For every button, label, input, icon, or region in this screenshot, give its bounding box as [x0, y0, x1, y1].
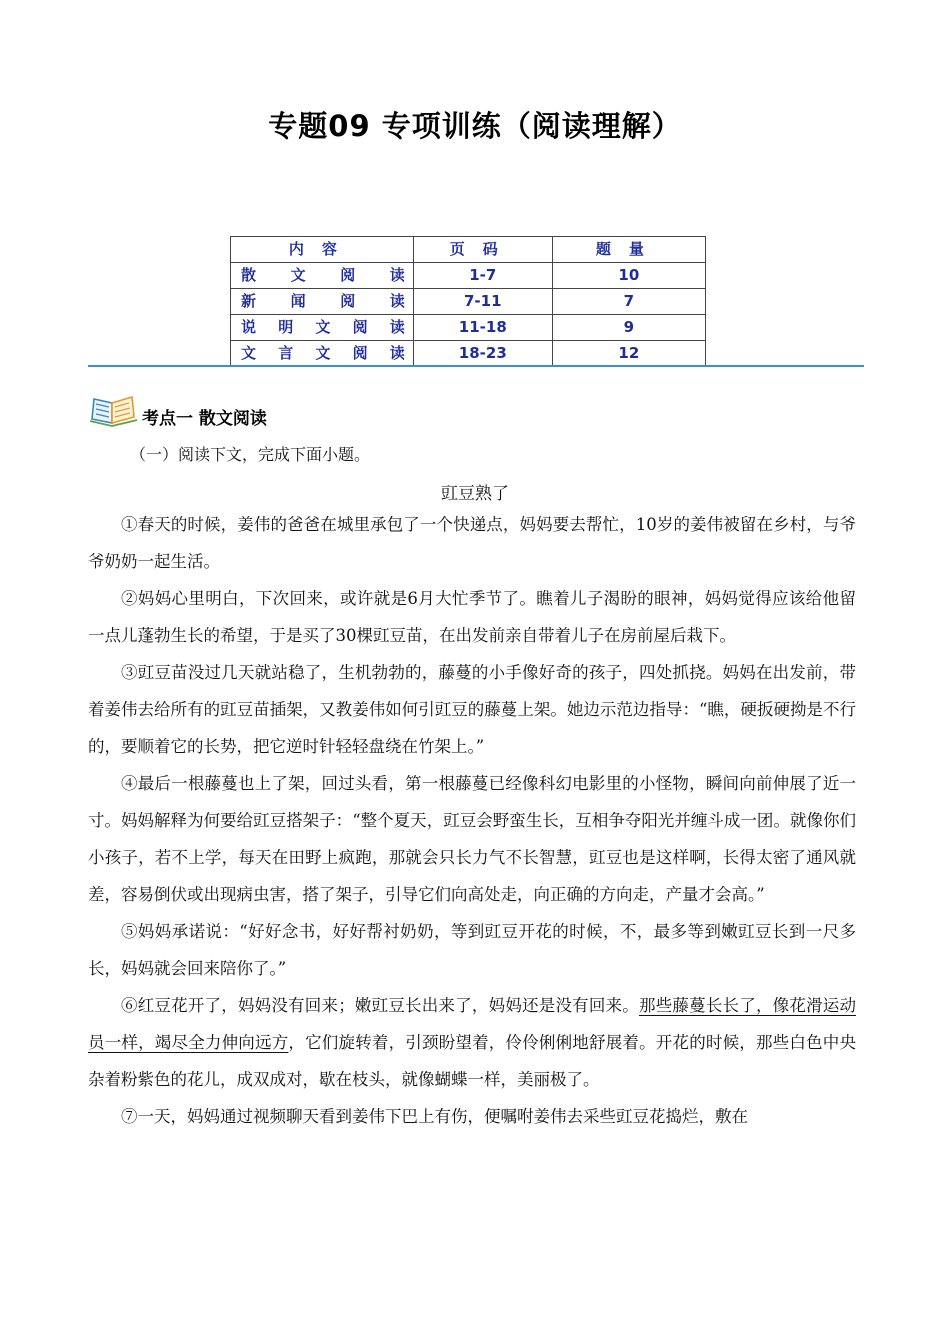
row-pages: 1-7 [413, 263, 552, 289]
table-row [231, 315, 706, 341]
table-header-row [231, 237, 706, 263]
page-title: 专题09 专项训练（阅读理解） [268, 109, 682, 143]
paragraph: ④最后一根藤蔓也上了架，回过头看，第一根藤蔓已经像科幻电影里的小怪物，瞬间向前伸展了近一寸。妈妈解释为何要给豇豆搭架子：“整个夏天，豇豆会野蛮生长，互相争夺阳光并缠斗成一团。就像你们小孩子，若不上学，每天在田野上疯跑，那就会只长力气不长智慧，豇豆也是这样啊，长得太密了通风就差，容易倒伏或出现病虫害，搭了架子，引导它们向高处走，向正确的方向走，产量才会高。” [88, 774, 856, 904]
row-label: 新闻阅读 [231, 289, 414, 315]
header-count: 题量 [552, 237, 705, 263]
row-count: 7 [552, 289, 705, 315]
row-label: 说明文阅读 [231, 315, 414, 341]
paragraph-text: ，它们旋转着，引颈盼望着，伶伶俐俐地舒展着。开花的时候，那些白色中央杂着粉紫色的花儿，成双成对，歇在枝头，就像蝴蝶一样，美丽极了。 [88, 1033, 857, 1089]
contents-table [230, 236, 706, 367]
table-row [231, 289, 706, 315]
section-title: 考点一 散文阅读 [142, 408, 267, 429]
story-body [88, 506, 856, 1135]
story-title: 豇豆熟了 [441, 484, 509, 504]
row-pages: 18-23 [413, 341, 552, 367]
paragraph: ⑤妈妈承诺说：“好好念书，好好帮衬奶奶，等到豇豆开花的时候，不，最多等到嫩豇豆长到一尺多长，妈妈就会回来陪你了。” [88, 922, 856, 978]
paragraph [88, 987, 856, 1098]
row-label: 散文阅读 [231, 263, 414, 289]
paragraph: ②妈妈心里明白，下次回来，或许就是6月大忙季节了。瞧着儿子渴盼的眼神，妈妈觉得应该给他留一点儿蓬勃生长的希望，于是买了30棵豇豆苗，在出发前亲自带着儿子在房前屋后栽下。 [88, 589, 856, 645]
paragraph: ③豇豆苗没过几天就站稳了，生机勃勃的，藤蔓的小手像好奇的孩子，四处抓挠。妈妈在出发前，带着姜伟去给所有的豇豆苗插架，又教姜伟如何引豇豆的藤蔓上架。她边示范边指导：“瞧，硬扳硬拗是不行的，要顺着它的长势，把它逆时针轻轻盘绕在竹架上。” [88, 663, 856, 756]
section-heading [88, 393, 267, 427]
table-row [231, 263, 706, 289]
paragraph: ①春天的时候，姜伟的爸爸在城里承包了一个快递点，妈妈要去帮忙，10岁的姜伟被留在乡村，与爷爷奶奶一起生活。 [88, 515, 856, 571]
row-count: 10 [552, 263, 705, 289]
row-count: 9 [552, 315, 705, 341]
header-content: 内容 [231, 237, 414, 263]
paragraph: ⑦一天，妈妈通过视频聊天看到姜伟下巴上有伤，便嘱咐姜伟去采些豇豆花捣烂，敷在 [121, 1107, 748, 1126]
table-row [231, 341, 706, 367]
instruction-text: （一）阅读下文，完成下面小题。 [130, 445, 371, 464]
underlined-sentence: 那些藤蔓长长了，像花滑运动员一样，竭尽全力伸向远方 [88, 996, 857, 1052]
paragraph-text: ⑥红豆花开了，妈妈没有回来；嫩豇豆长出来了，妈妈还是没有回来。 [121, 996, 639, 1015]
row-label: 文言文阅读 [231, 341, 414, 367]
open-book-icon [88, 393, 140, 427]
section-divider [88, 365, 864, 367]
header-pages: 页码 [413, 237, 552, 263]
row-pages: 11-18 [413, 315, 552, 341]
row-count: 12 [552, 341, 705, 367]
row-pages: 7-11 [413, 289, 552, 315]
